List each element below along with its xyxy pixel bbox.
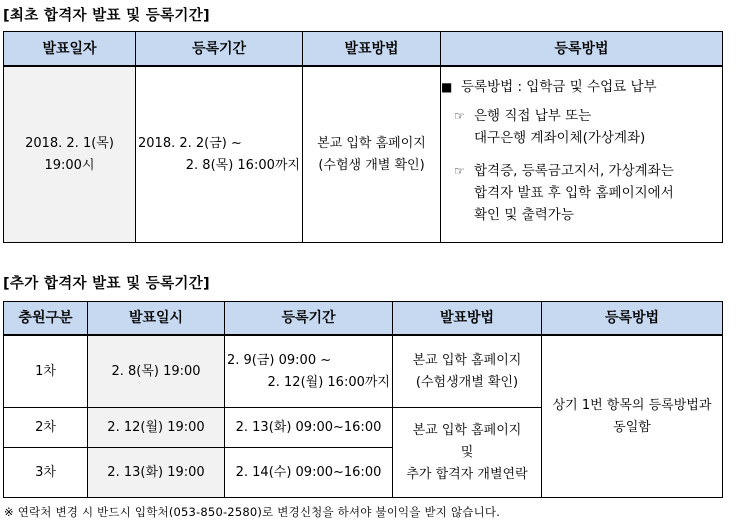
- sub2-line2: 합격자 발표 후 입학 홈페이지에서: [474, 185, 674, 201]
- announce-date: 2018. 2. 1(목): [25, 135, 114, 151]
- register-method-line1: 상기 1번 항목의 등록방법과: [552, 397, 712, 413]
- register-start: 2018. 2. 2(금) ~: [138, 135, 242, 151]
- announce-date-cell: [4, 67, 136, 242]
- announce-method-23: [393, 408, 542, 497]
- pointing-hand-icon: ☞: [454, 164, 465, 178]
- sub1-line2: 대구은행 계좌이체(가상계좌): [474, 130, 646, 146]
- sub2-line1: 합격증, 등록금고지서, 가상계좌는: [474, 163, 674, 179]
- register-1-start: 2. 9(금) 09:00 ~: [227, 352, 332, 368]
- header-announce-datetime: 발표일시: [88, 302, 225, 336]
- announce-method-cell: [303, 67, 441, 242]
- header-announce-date: 발표일자: [4, 32, 136, 67]
- sub1-line1: 은행 직접 납부 또는: [474, 108, 592, 124]
- announce-method-1: [393, 336, 542, 408]
- header-announce-method: 발표방법: [393, 302, 542, 336]
- additional-admission-table: [3, 301, 723, 498]
- register-2: 2. 13(화) 09:00~16:00: [225, 408, 393, 448]
- register-method-merged: [542, 336, 722, 497]
- register-period-cell: [136, 67, 303, 242]
- round-3: 3차: [4, 448, 88, 497]
- round-2: 2차: [4, 408, 88, 448]
- section1-title: [최초 합격자 발표 및 등록기간]: [3, 8, 210, 24]
- announce-method-1-line1: 본교 입학 홈페이지: [412, 352, 522, 368]
- register-1-end: 2. 12(월) 16:00까지: [267, 374, 390, 390]
- header-register-period: 등록기간: [225, 302, 393, 336]
- register-1: [225, 336, 393, 408]
- announce-method-line1: 본교 입학 홈페이지: [317, 135, 426, 151]
- announce-method-line2: (수험생 개별 확인): [318, 157, 425, 173]
- announce-method-23-line3: 추가 합격자 개별연락: [406, 466, 528, 482]
- announce-method-23-line2: 및: [460, 444, 474, 460]
- sub2-line3: 확인 및 출력가능: [474, 207, 574, 223]
- header-round: 충원구분: [4, 302, 88, 336]
- announce-1: 2. 8(목) 19:00: [88, 336, 225, 408]
- register-method-main: [441, 76, 657, 98]
- announce-method-1-line2: (수험생개별 확인): [415, 374, 519, 390]
- square-bullet-icon: ■: [441, 80, 453, 94]
- register-3: 2. 14(수) 09:00~16:00: [225, 448, 393, 497]
- register-method-main-text: 등록방법 : 입학금 및 수업료 납부: [461, 79, 657, 95]
- header-register-period: 등록기간: [136, 32, 303, 67]
- register-end: 2. 8(목) 16:00까지: [185, 157, 300, 173]
- announce-method-23-line1: 본교 입학 홈페이지: [412, 422, 522, 438]
- section2-title: [추가 합격자 발표 및 등록기간]: [3, 276, 210, 292]
- register-method-sub2: [454, 160, 674, 226]
- header-announce-method: 발표방법: [303, 32, 441, 67]
- register-method-line2: 동일함: [613, 419, 651, 435]
- round-1: 1차: [4, 336, 88, 408]
- pointing-hand-icon: ☞: [454, 109, 465, 123]
- header-register-method: 등록방법: [441, 32, 722, 67]
- announce-3: 2. 13(화) 19:00: [88, 448, 225, 497]
- announce-time: 19:00시: [44, 157, 95, 173]
- header-register-method: 등록방법: [542, 302, 722, 336]
- announce-2: 2. 12(월) 19:00: [88, 408, 225, 448]
- contact-change-note: ※ 연락처 변경 시 반드시 입학처(053-850-2580)로 변경신청을 하셔야 불이익을 받지 않습니다.: [4, 505, 501, 519]
- register-method-sub1: [454, 105, 645, 149]
